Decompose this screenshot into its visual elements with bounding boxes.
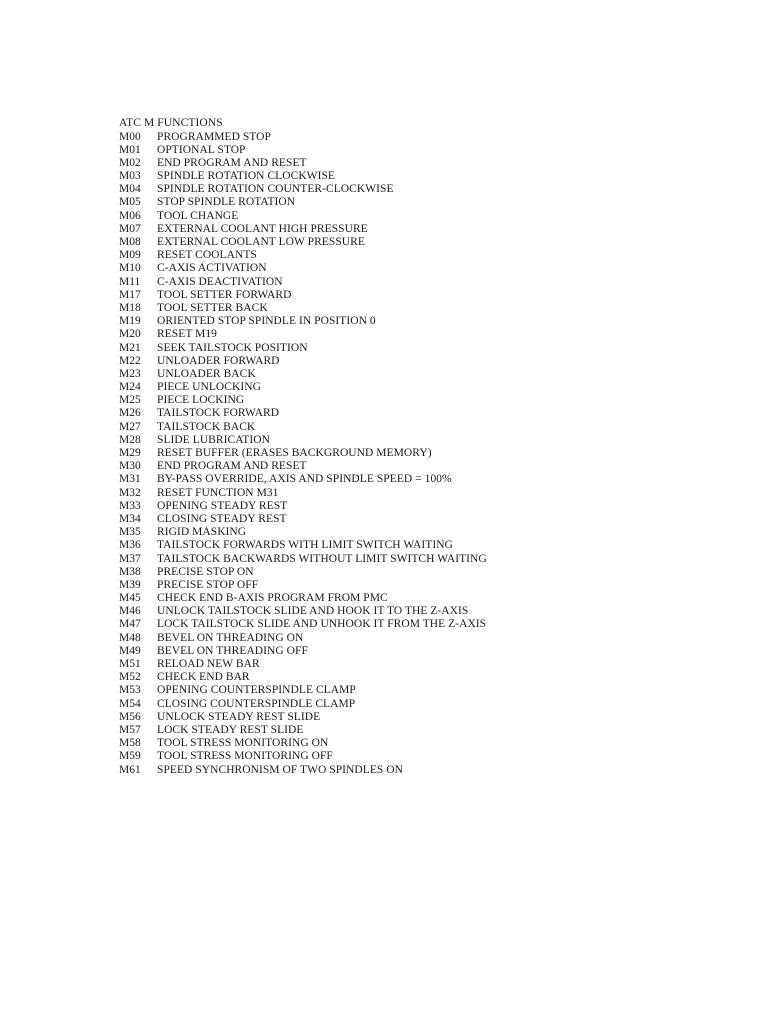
list-item xyxy=(119,210,487,223)
list-item xyxy=(119,566,487,579)
m-code-description: C-AXIS ACTIVATION xyxy=(157,262,267,275)
m-code: M28 xyxy=(119,433,141,446)
m-code: M02 xyxy=(119,156,141,169)
m-code: M52 xyxy=(119,671,141,684)
list-item xyxy=(119,750,487,763)
m-code: M25 xyxy=(119,394,141,407)
m-code-description: LOCK STEADY REST SLIDE xyxy=(157,723,304,736)
m-code: M09 xyxy=(119,249,141,262)
m-code-description: TAILSTOCK BACK xyxy=(157,420,256,433)
list-item xyxy=(119,487,487,500)
m-code: M27 xyxy=(119,420,141,433)
m-code: M51 xyxy=(119,658,141,670)
m-code-description: SLIDE LUBRICATION xyxy=(157,433,270,446)
m-code-description: TOOL CHANGE xyxy=(157,209,239,222)
list-item xyxy=(119,144,487,157)
m-code: M56 xyxy=(119,710,141,723)
m-code: M35 xyxy=(119,526,141,539)
m-code: M46 xyxy=(119,605,141,618)
m-code-description: TOOL STRESS MONITORING OFF xyxy=(157,750,333,763)
list-item xyxy=(119,592,487,605)
m-code-description: ORIENTED STOP SPINDLE IN POSITION 0 xyxy=(157,315,376,328)
m-code: M45 xyxy=(119,592,141,605)
m-code: M39 xyxy=(119,578,141,591)
list-item xyxy=(119,579,487,592)
m-code: M03 xyxy=(119,170,141,183)
m-code-description: OPENING COUNTERSPINDLE CLAMP xyxy=(157,684,356,697)
m-code-description: LOCK TAILSTOCK SLIDE AND UNHOOK IT FROM THE Z-AXIS xyxy=(157,618,487,631)
m-code: M57 xyxy=(119,723,141,736)
m-code-description: UNLOADER BACK xyxy=(157,367,256,380)
m-code: M26 xyxy=(119,407,141,420)
m-code-description: RELOAD NEW BAR xyxy=(157,658,260,670)
m-code: M33 xyxy=(119,499,141,512)
list-item xyxy=(119,183,487,196)
m-code-description: CLOSING COUNTERSPINDLE CLAMP xyxy=(157,697,356,710)
list-item xyxy=(119,368,487,381)
m-code-description: BEVEL ON THREADING OFF xyxy=(157,644,308,657)
m-code: M21 xyxy=(119,341,141,354)
m-code: M47 xyxy=(119,618,141,631)
m-code-description: UNLOCK TAILSTOCK SLIDE AND HOOK IT TO THE Z-AXIS xyxy=(157,605,469,618)
m-code-description: C-AXIS DEACTIVATION xyxy=(157,275,283,288)
m-code-description: END PROGRAM AND RESET xyxy=(157,460,307,473)
m-code: M37 xyxy=(119,552,141,565)
m-code-description: PRECISE STOP OFF xyxy=(157,578,259,591)
m-code-description: RESET M19 xyxy=(157,328,217,341)
list-item xyxy=(119,500,487,513)
m-code: M58 xyxy=(119,737,141,750)
list-item xyxy=(119,605,487,618)
list-item xyxy=(119,196,487,209)
m-code: M31 xyxy=(119,473,141,486)
list-item xyxy=(119,658,487,671)
m-code-description: BEVEL ON THREADING ON xyxy=(157,631,304,644)
m-code: M53 xyxy=(119,684,141,697)
m-code-description: SPINDLE ROTATION CLOCKWISE xyxy=(157,170,335,183)
list-item xyxy=(119,645,487,658)
document-title: ATC M FUNCTIONS xyxy=(119,117,223,129)
m-code: M24 xyxy=(119,381,141,394)
m-code: M36 xyxy=(119,539,141,552)
list-item xyxy=(119,698,487,711)
m-code-description: PROGRAMMED STOP xyxy=(157,130,271,143)
m-code: M10 xyxy=(119,262,141,275)
list-item xyxy=(119,671,487,684)
m-code: M07 xyxy=(119,222,141,235)
m-code: M54 xyxy=(119,697,141,710)
list-item xyxy=(119,513,487,526)
list-item xyxy=(119,262,487,275)
list-item xyxy=(119,737,487,750)
m-code: M30 xyxy=(119,460,141,473)
m-code-description: EXTERNAL COOLANT LOW PRESSURE xyxy=(157,236,365,248)
m-code-description: SPEED SYNCHRONISM OF TWO SPINDLES ON xyxy=(157,763,403,776)
m-code: M20 xyxy=(119,328,141,341)
m-code-description: UNLOCK STEADY REST SLIDE xyxy=(157,710,321,723)
list-item xyxy=(119,421,487,434)
list-item xyxy=(119,447,487,460)
m-code-description: SEEK TAILSTOCK POSITION xyxy=(157,341,308,354)
m-code-description: OPENING STEADY REST xyxy=(157,499,288,512)
m-code-description: SPINDLE ROTATION COUNTER-CLOCKWISE xyxy=(157,183,394,196)
list-item xyxy=(119,618,487,631)
list-item xyxy=(119,131,487,144)
m-code-description: RESET FUNCTION M31 xyxy=(157,486,279,499)
list-item xyxy=(119,460,487,473)
m-code-description: RIGID MASKING xyxy=(157,526,247,539)
m-code-description: TOOL SETTER FORWARD xyxy=(157,288,292,301)
m-code-description: BY-PASS OVERRIDE, AXIS AND SPINDLE SPEED = 100% xyxy=(157,473,452,486)
list-item xyxy=(119,315,487,328)
list-item xyxy=(119,764,487,777)
list-item xyxy=(119,724,487,737)
list-item xyxy=(119,553,487,566)
list-item xyxy=(119,434,487,447)
list-item xyxy=(119,711,487,724)
m-code: M11 xyxy=(119,275,141,288)
list-item xyxy=(119,249,487,262)
list-item xyxy=(119,170,487,183)
m-code: M23 xyxy=(119,367,141,380)
list-item xyxy=(119,355,487,368)
m-code: M00 xyxy=(119,130,141,143)
m-code-description: EXTERNAL COOLANT HIGH PRESSURE xyxy=(157,222,368,235)
m-code-description: OPTIONAL STOP xyxy=(157,143,246,156)
m-code-description: CLOSING STEADY REST xyxy=(157,512,287,525)
m-code-description: TAILSTOCK FORWARDS WITH LIMIT SWITCH WAITING xyxy=(157,539,453,552)
list-item xyxy=(119,276,487,289)
m-function-list xyxy=(119,131,487,777)
m-code: M32 xyxy=(119,486,141,499)
m-code: M29 xyxy=(119,447,141,459)
m-code-description: PRECISE STOP ON xyxy=(157,565,254,578)
m-code-description: TAILSTOCK FORWARD xyxy=(157,407,280,420)
m-code: M49 xyxy=(119,644,141,657)
list-item xyxy=(119,236,487,249)
m-code: M59 xyxy=(119,750,141,763)
m-code: M01 xyxy=(119,143,141,156)
list-item xyxy=(119,289,487,302)
list-item xyxy=(119,539,487,552)
list-item xyxy=(119,157,487,170)
m-code-description: CHECK END B-AXIS PROGRAM FROM PMC xyxy=(157,592,388,605)
m-code: M38 xyxy=(119,565,141,578)
m-code-description: PIECE UNLOCKING xyxy=(157,381,261,394)
m-code: M18 xyxy=(119,301,141,314)
m-code-description: RESET BUFFER (ERASES BACKGROUND MEMORY) xyxy=(157,447,432,459)
m-code-description: CHECK END BAR xyxy=(157,671,250,684)
m-code: M08 xyxy=(119,236,141,248)
m-code: M17 xyxy=(119,288,141,301)
m-code: M34 xyxy=(119,512,141,525)
m-code: M19 xyxy=(119,315,141,328)
m-code: M05 xyxy=(119,196,141,209)
m-code: M48 xyxy=(119,631,141,644)
list-item xyxy=(119,302,487,315)
m-code-description: TAILSTOCK BACKWARDS WITHOUT LIMIT SWITCH WAITING xyxy=(157,552,487,565)
m-code-description: PIECE LOCKING xyxy=(157,394,245,407)
list-item xyxy=(119,473,487,486)
m-code-description: END PROGRAM AND RESET xyxy=(157,156,307,169)
m-code-description: TOOL SETTER BACK xyxy=(157,301,268,314)
list-item xyxy=(119,223,487,236)
m-code-description: STOP SPINDLE ROTATION xyxy=(157,196,296,209)
list-item xyxy=(119,328,487,341)
list-item xyxy=(119,526,487,539)
m-code: M22 xyxy=(119,354,141,367)
m-code: M04 xyxy=(119,183,141,196)
m-code-description: UNLOADER FORWARD xyxy=(157,354,280,367)
list-item xyxy=(119,632,487,645)
m-code-description: RESET COOLANTS xyxy=(157,249,257,262)
list-item xyxy=(119,684,487,697)
m-code: M06 xyxy=(119,209,141,222)
list-item xyxy=(119,407,487,420)
m-code-description: TOOL STRESS MONITORING ON xyxy=(157,737,329,750)
list-item xyxy=(119,342,487,355)
m-code: M61 xyxy=(119,763,141,776)
list-item xyxy=(119,381,487,394)
list-item xyxy=(119,394,487,407)
